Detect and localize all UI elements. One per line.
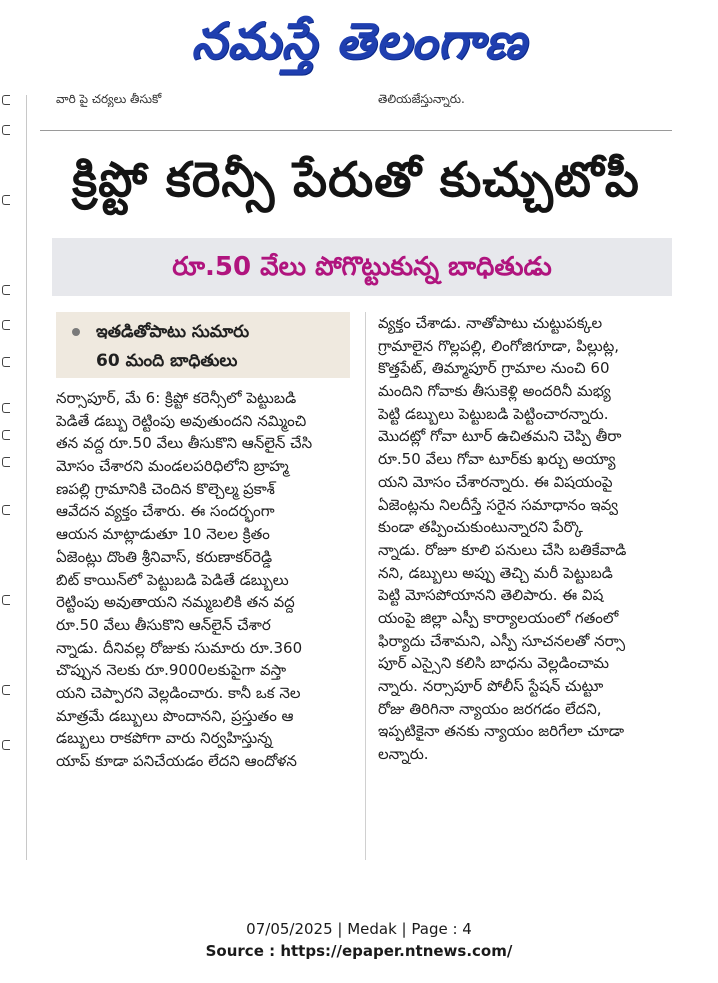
article-subheadline: రూ.50 వేలు పోగొట్టుకున్న బాధితుడు (172, 252, 552, 282)
clipping-margin-marks (0, 95, 12, 755)
previous-article-fragment-right: తెలియజేస్తున్నారు. (378, 92, 465, 106)
article-body-line: ణపల్లి గ్రామానికి చెందిన కొల్చెల్మ ప్రకాశ్ (56, 479, 275, 498)
section-divider (40, 130, 672, 131)
article-body-line: మోసం చేశారని మండలపరిధిలోని బ్రాహ్మ (56, 457, 289, 476)
article-body-line: ఏజెంట్లను నిలదీస్తే సరైన సమాధానం ఇవ్వ (378, 495, 619, 514)
article-body-line: నని, డబ్బులు అప్పు తెచ్చి మరీ పెట్టుబడి (378, 563, 613, 582)
highlight-box (56, 312, 350, 378)
highlight-line: ఇతడితోపాటు సుమారు (96, 322, 250, 342)
article-body-line: నర్సాపూర్, మే 6: క్రిప్టో కరెన్సీలో పెట్టుబడి (56, 389, 297, 407)
article-body-line: యని మోసం చేశారన్నారు. ఈ విషయంపై (378, 472, 613, 491)
article-body-line: మాత్రమే డబ్బులు పొందానని, ప్రస్తుతం ఆ (56, 706, 294, 725)
article-headline: క్రిప్టో కరెన్సీ పేరుతో కుచ్చుటోపీ (72, 152, 640, 208)
subheadline-box (52, 238, 672, 296)
article-body-line: పెట్టి డబ్బులు పెట్టుబడి పెట్టించారన్నారు. (378, 404, 609, 423)
article-body-line: ఆవేదన వ్యక్తం చేశారు. ఈ సందర్భంగా (56, 502, 275, 521)
masthead (0, 0, 718, 86)
clipping-edge (26, 95, 27, 860)
article-body-line: యని చెప్పారని వెల్లడించారు. కానీ ఒక నెల (56, 683, 301, 702)
article-body-line: కుండా తప్పించుకుంటున్నారని పేర్కొ (378, 518, 583, 537)
article-body-line: రెట్టింపు అవుతాయని నమ్మబలికి తన వద్ద (56, 593, 295, 612)
article-body-line: డబ్బులు రాకపోగా వారు నిర్వహిస్తున్న (56, 729, 273, 748)
article-body-line: లన్నారు. (378, 745, 429, 764)
article-body-line: గ్రామాలైన గొల్లపల్లి, లింగోజిగూడా, పిల్లుట్ల, (378, 336, 620, 355)
edition-info: 07/05/2025 | Medak | Page : 4 (246, 920, 472, 938)
highlight-text (96, 318, 346, 376)
article-body-line: రోజు తిరిగినా న్యాయం జరగడం లేదని, (378, 699, 602, 718)
bullet-icon (72, 328, 80, 336)
article-body-line: పూర్ ఎస్సైని కలిసి బాధను వెల్లడించామ (378, 654, 610, 673)
article-body-left-column (56, 387, 356, 773)
article-body-line: మందిని గోవాకు తీసుకెళ్లి అందరినీ మభ్య (378, 382, 611, 401)
article-body-line: న్నాడు. రోజూ కూలి పనులు చేసి బతికేవాడి (378, 540, 627, 559)
article-body-line: న్నారు. నర్సాపూర్ పోలీస్ స్టేషన్ చుట్టూ (378, 677, 604, 695)
article-body-line: రూ.50 వేలు గోవా టూర్‌కు ఖర్చు అయ్యా (378, 450, 616, 469)
article-body-line: న్నాడు. దీనివల్ల రోజుకు సుమారు రూ.360 (56, 638, 303, 657)
article-body-line: బిట్ కాయిన్‌లో పెట్టుబడి పెడితే డబ్బులు (56, 570, 289, 589)
page-footer (0, 918, 718, 962)
column-divider (365, 312, 366, 860)
article-body-line: పెట్టి మోసపోయానని తెలిపారు. ఈ విష (378, 586, 604, 605)
newspaper-logo: నమస్తే తెలంగాణ (191, 12, 527, 70)
article-body-line: ఏజెంట్లు దొంతి శ్రీనివాస్, కరుణాకర్‌రెడ్డి (56, 547, 273, 566)
previous-article-fragment-left: వారి పై చర్యలు తీసుకో (56, 92, 162, 106)
article-body-line: యాప్ కూడా పనిచేయడం లేదని ఆందోళన (56, 752, 297, 770)
article-body-line: ఇప్పటికైనా తనకు న్యాయం జరిగేలా చూడా (378, 722, 625, 741)
source-link[interactable]: Source : https://epaper.ntnews.com/ (205, 942, 513, 960)
article-body-line: యంపై జిల్లా ఎస్పీ కార్యాలయంలో గతంలో (378, 608, 619, 627)
article-body-line: పెడితే డబ్బు రెట్టింపు అవుతుందని నమ్మించి (56, 411, 307, 430)
article-body-line: వ్యక్తం చేశాడు. నాతోపాటు చుట్టుపక్కల (378, 314, 603, 332)
article-body-line: తన వద్ద రూ.50 వేలు తీసుకొని ఆన్‌లైన్ చేసి (56, 434, 313, 453)
article-body-line: కొత్తపేట్, తిమ్మాపూర్ గ్రామాల నుంచి 60 (378, 359, 610, 378)
article-body-line: మొదట్లో గోవా టూర్ ఉచితమని చెప్పి తీరా (378, 427, 622, 446)
article-body-line: ఆయన మాట్లాడుతూ 10 నెలల క్రితం (56, 525, 270, 544)
article-body-line: రూ.50 వేలు తీసుకొని ఆన్‌లైన్ చేశార (56, 615, 271, 634)
article-body-line: ఫిర్యాదు చేశామని, ఎస్పీ సూచనలతో నర్సా (378, 631, 626, 650)
article-body-line: చొప్పున నెలకు రూ.9000లకుపైగా వస్తా (56, 661, 287, 680)
highlight-line: 60 మంది బాధితులు (96, 351, 238, 371)
article-body-right-column (378, 312, 676, 766)
